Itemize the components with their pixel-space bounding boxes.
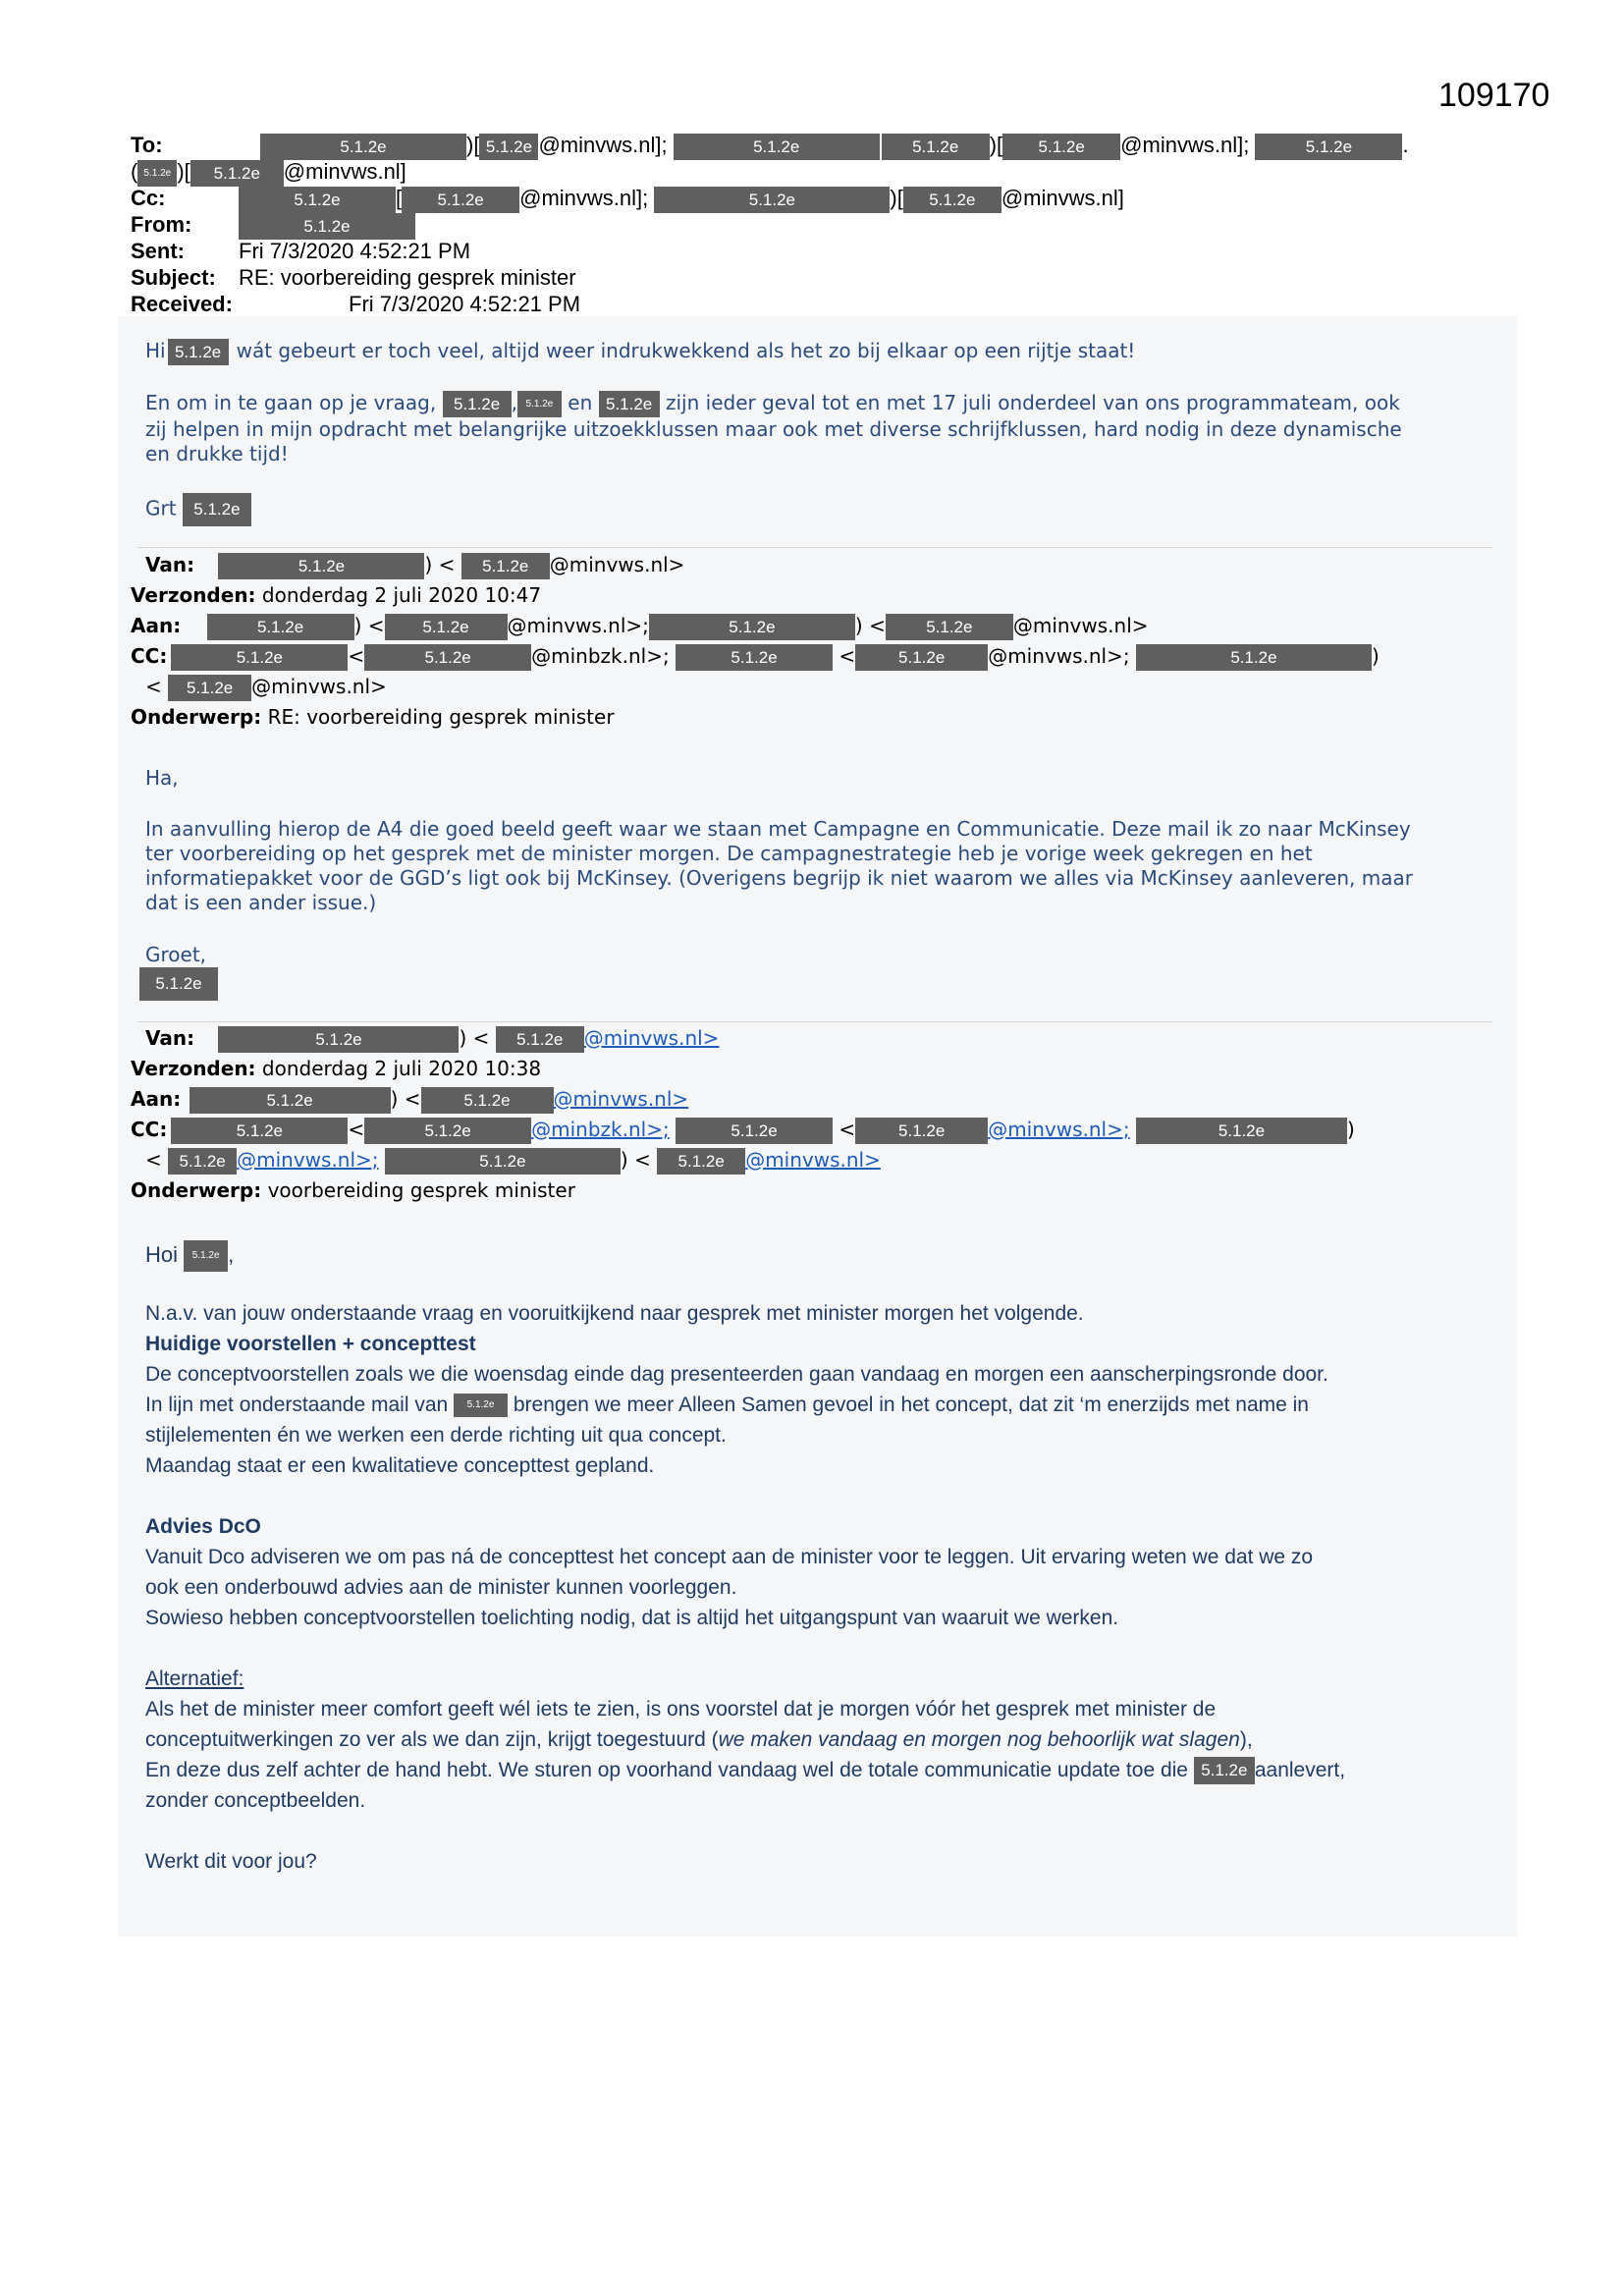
email-domain: @minvws.nl> bbox=[549, 553, 685, 576]
subject-value: RE: voorbereiding gesprek minister bbox=[239, 265, 576, 290]
text: En om in te gaan op je vraag, bbox=[145, 391, 437, 414]
msg2-van-row: Van: 5.1.2e ) < 5.1.2e @minvws.nl> bbox=[145, 550, 684, 580]
redaction-box: 5.1.2e bbox=[139, 967, 218, 1001]
msg3-van-row: Van: 5.1.2e ) < 5.1.2e @minvws.nl> bbox=[145, 1023, 719, 1054]
text: N.a.v. van jouw onderstaande vraag en vooruitkijkend naar gesprek met minister morgen het volgende. bbox=[145, 1302, 1084, 1325]
redaction-box: 5.1.2e bbox=[207, 614, 354, 640]
email-link[interactable]: @minvws.nl> bbox=[745, 1148, 881, 1172]
msg3-aan-row: Aan: 5.1.2e ) < 5.1.2e @minvws.nl> bbox=[131, 1084, 688, 1115]
msg3-verzonden-row bbox=[131, 1054, 541, 1084]
redaction-box: 5.1.2e bbox=[676, 644, 833, 671]
cc-row: Cc: 5.1.2e [ 5.1.2e @minvws.nl]; 5.1.2e )[ 5.1.2e @minvws.nl] bbox=[131, 185, 1544, 211]
text: zonder conceptbeelden. bbox=[145, 1789, 366, 1812]
msg3-greeting: Hoi 5.1.2e , bbox=[145, 1239, 234, 1272]
cc-label: Cc: bbox=[131, 186, 166, 210]
text: aanlevert, bbox=[1254, 1759, 1346, 1781]
msg2-cc-row-2: < 5.1.2e @minvws.nl> bbox=[145, 672, 387, 702]
msg1-signoff bbox=[145, 493, 251, 526]
msg3-cc-row-2: < 5.1.2e @minvws.nl>; 5.1.2e ) < 5.1.2e @minvws.nl> bbox=[145, 1145, 881, 1175]
text: Hoi bbox=[145, 1242, 179, 1267]
text: Als het de minister meer comfort geeft wél iets te zien, is ons voorstel dat je morgen vóór het gesprek met minister de bbox=[145, 1698, 1217, 1721]
text: ter voorbereiding op het gesprek met de minister morgen. De campagnestrategie heb je vorige week gekregen en het bbox=[145, 842, 1313, 865]
redaction-box: 5.1.2e bbox=[421, 1087, 554, 1114]
msg2-cc-row: CC: 5.1.2e < 5.1.2e @minbzk.nl>; 5.1.2e < 5.1.2e @minvws.nl>; 5.1.2e ) bbox=[131, 641, 1380, 672]
msg3-cc-row: CC: 5.1.2e < 5.1.2e @minbzk.nl>; 5.1.2e < 5.1.2e @minvws.nl>; 5.1.2e ) bbox=[131, 1115, 1355, 1145]
email-domain: @minvws.nl]; bbox=[1120, 133, 1250, 157]
redaction-box: 5.1.2e bbox=[189, 1087, 391, 1114]
email-link[interactable]: @minvws.nl>; bbox=[237, 1148, 379, 1172]
redaction-box: 5.1.2e bbox=[1136, 644, 1372, 671]
msg2-signature bbox=[139, 967, 218, 1001]
redaction-box: 5.1.2e bbox=[364, 1118, 531, 1144]
msg2-aan-row: Aan: 5.1.2e ) < 5.1.2e @minvws.nl>; 5.1.2e ) < 5.1.2e @minvws.nl> bbox=[131, 611, 1149, 641]
msg2-greeting: Ha, bbox=[145, 766, 179, 790]
redaction-box: 5.1.2e bbox=[674, 134, 880, 160]
redaction-box: 5.1.2e bbox=[1194, 1757, 1255, 1784]
onderwerp-value: voorbereiding gesprek minister bbox=[267, 1178, 575, 1202]
received-row bbox=[131, 291, 1544, 317]
text: In aanvulling hierop de A4 die goed beeld geeft waar we staan met Campagne en Communicatie. Deze mail ik zo naar McKinsey bbox=[145, 817, 1411, 841]
redaction-box: 5.1.2e bbox=[218, 1026, 459, 1053]
redaction-box: 5.1.2e bbox=[137, 160, 177, 187]
text: En deze dus zelf achter de hand hebt. We sturen op voorhand vandaag wel de totale communicatie update toe die bbox=[145, 1759, 1188, 1781]
greeting: Hi bbox=[145, 339, 166, 362]
email-link[interactable]: @minvws.nl>; bbox=[988, 1118, 1130, 1141]
cc-label: CC: bbox=[131, 1118, 168, 1141]
email-domain: @minvws.nl>; bbox=[988, 644, 1130, 668]
msg2-onderwerp-row bbox=[131, 702, 615, 733]
msg2-paragraph bbox=[145, 817, 1500, 915]
redaction-box: 5.1.2e bbox=[385, 1148, 621, 1175]
text: en bbox=[568, 391, 593, 414]
redaction-box: 5.1.2e bbox=[855, 644, 988, 671]
redaction-box: 5.1.2e bbox=[402, 187, 519, 213]
redaction-box: 5.1.2e bbox=[496, 1026, 584, 1053]
text: zij helpen in mijn opdracht met belangrijke uitzoekklussen maar ook met diverse schrijfklussen, hard nodig in deze dynamische bbox=[145, 417, 1402, 441]
text: Vanuit Dco adviseren we om pas ná de concepttest het concept aan de minister voor te leggen. Uit ervaring weten we dat we zo bbox=[145, 1546, 1314, 1568]
text: dat is een ander issue.) bbox=[145, 891, 377, 914]
msg2-verzonden-row bbox=[131, 580, 541, 611]
text: ook een onderbouwd advies aan de minister kunnen voorleggen. bbox=[145, 1576, 737, 1599]
redaction-box: 5.1.2e bbox=[168, 339, 229, 365]
van-label: Van: bbox=[145, 1026, 195, 1050]
email-domain: @minvws.nl> bbox=[251, 675, 387, 698]
redaction-box: 5.1.2e bbox=[443, 391, 512, 417]
email-domain: @minbzk.nl>; bbox=[531, 644, 670, 668]
to-row: To: 5.1.2e )[ 5.1.2e @minvws.nl]; 5.1.2e 5.1.2e )[ 5.1.2e @minvws.nl]; 5.1.2e . bbox=[131, 132, 1544, 158]
section-heading: Huidige voorstellen + concepttest bbox=[145, 1333, 476, 1355]
email-header bbox=[131, 132, 1544, 317]
redaction-box: 5.1.2e bbox=[364, 644, 531, 671]
text: informatiepakket voor de GGD’s ligt ook bij McKinsey. (Overigens begrijp ik niet waarom we alles via McKinsey aanleveren, maar bbox=[145, 866, 1413, 890]
section-heading: Alternatief: bbox=[145, 1667, 244, 1690]
to-row-2: ( 5.1.2e )[ 5.1.2e @minvws.nl] bbox=[131, 158, 1544, 185]
redaction-box: 5.1.2e bbox=[855, 1118, 988, 1144]
redaction-box: 5.1.2e bbox=[190, 160, 284, 187]
received-value: Fri 7/3/2020 4:52:21 PM bbox=[349, 292, 581, 316]
redaction-box: 5.1.2e bbox=[654, 187, 890, 213]
onderwerp-value: RE: voorbereiding gesprek minister bbox=[267, 705, 615, 729]
sent-label: Sent: bbox=[131, 239, 185, 263]
to-label: To: bbox=[131, 133, 163, 157]
verzonden-label: Verzonden: bbox=[131, 583, 256, 607]
text: ), bbox=[1239, 1728, 1253, 1751]
van-label: Van: bbox=[145, 553, 195, 576]
verzonden-label: Verzonden: bbox=[131, 1057, 256, 1080]
redaction-box: 5.1.2e bbox=[260, 134, 466, 160]
redaction-box: 5.1.2e bbox=[517, 391, 562, 417]
text: we maken vandaag en morgen nog behoorlijk wat slagen bbox=[718, 1728, 1240, 1751]
sent-row bbox=[131, 238, 1544, 264]
email-link[interactable]: @minbzk.nl>; bbox=[531, 1118, 670, 1141]
redaction-box: 5.1.2e bbox=[168, 675, 251, 701]
onderwerp-label: Onderwerp: bbox=[131, 1178, 262, 1202]
email-domain: @minvws.nl]; bbox=[519, 186, 649, 210]
section-heading: Advies DcO bbox=[145, 1515, 261, 1538]
email-domain: @minvws.nl] bbox=[1001, 186, 1124, 210]
cc-label: CC: bbox=[131, 644, 168, 668]
redaction-box: 5.1.2e bbox=[218, 553, 424, 579]
text: zijn ieder geval tot en met 17 juli onderdeel van ons programmateam, ook bbox=[666, 391, 1400, 414]
document-number: 109170 bbox=[1438, 77, 1550, 114]
email-domain: @minvws.nl> bbox=[1012, 614, 1149, 637]
redaction-box: 5.1.2e bbox=[676, 1118, 833, 1144]
aan-label: Aan: bbox=[131, 614, 182, 637]
redaction-box: 5.1.2e bbox=[657, 1148, 745, 1175]
redaction-box: 5.1.2e bbox=[649, 614, 855, 640]
onderwerp-label: Onderwerp: bbox=[131, 705, 262, 729]
from-row bbox=[131, 211, 1544, 238]
subject-label: Subject: bbox=[131, 265, 216, 290]
text: De conceptvoorstellen zoals we die woensdag einde dag presenteerden gaan vandaag en morgen een aanscherpingsronde door. bbox=[145, 1363, 1328, 1386]
text: Grt bbox=[145, 496, 177, 520]
sent-value: Fri 7/3/2020 4:52:21 PM bbox=[239, 239, 471, 263]
text: stijlelementen én we werken een derde richting uit qua concept. bbox=[145, 1424, 727, 1447]
msg3-body bbox=[145, 1298, 1500, 1877]
closing-line: Werkt dit voor jou? bbox=[145, 1850, 317, 1873]
verzonden-value: donderdag 2 juli 2020 10:47 bbox=[261, 583, 542, 607]
text: brengen we meer Alleen Samen gevoel in het concept, dat zit ‘m enerzijds met name in bbox=[513, 1394, 1309, 1416]
aan-label: Aan: bbox=[131, 1087, 182, 1111]
redaction-box: 5.1.2e bbox=[454, 1394, 508, 1417]
redaction-box: 5.1.2e bbox=[171, 1118, 348, 1144]
redaction-box: 5.1.2e bbox=[882, 134, 990, 160]
verzonden-value: donderdag 2 juli 2020 10:38 bbox=[261, 1057, 542, 1080]
redaction-box: 5.1.2e bbox=[171, 644, 348, 671]
redaction-box: 5.1.2e bbox=[599, 391, 660, 417]
redaction-box: 5.1.2e bbox=[479, 134, 538, 160]
email-link[interactable]: @minvws.nl> bbox=[583, 1026, 720, 1050]
redaction-box: 5.1.2e bbox=[385, 614, 508, 640]
msg1-greeting-line bbox=[145, 339, 1135, 365]
msg3-onderwerp-row bbox=[131, 1175, 575, 1206]
redaction-box: 5.1.2e bbox=[1255, 134, 1402, 160]
msg1-paragraph: En om in te gaan op je vraag, 5.1.2e , 5.1.2e en 5.1.2e zijn ieder geval tot en met 17 juli onderdeel van ons programmateam, ook zij helpen in mijn opdracht met belangrijke uitzoekklussen maar ook met diverse schrijfklussen, hard nodig in deze dynamische en drukke tijd! bbox=[145, 391, 1500, 466]
email-link[interactable]: @minvws.nl> bbox=[553, 1087, 689, 1111]
text: en drukke tijd! bbox=[145, 442, 289, 465]
email-domain: @minvws.nl>; bbox=[507, 614, 649, 637]
subject-row bbox=[131, 264, 1544, 291]
separator bbox=[137, 1021, 1492, 1022]
from-label: From: bbox=[131, 212, 192, 237]
msg2-groet: Groet, bbox=[145, 943, 207, 966]
redaction-box: 5.1.2e bbox=[239, 213, 415, 240]
redaction-box: 5.1.2e bbox=[903, 187, 1001, 213]
text: conceptuitwerkingen zo ver als we dan zijn, krijgt toegestuurd ( bbox=[145, 1728, 719, 1751]
redaction-box: 5.1.2e bbox=[886, 614, 1013, 640]
redaction-box: 5.1.2e bbox=[461, 553, 550, 579]
email-domain: @minvws.nl]; bbox=[538, 133, 668, 157]
received-label: Received: bbox=[131, 292, 233, 316]
text: Maandag staat er een kwalitatieve concepttest gepland. bbox=[145, 1454, 655, 1477]
redaction-box: 5.1.2e bbox=[168, 1148, 237, 1175]
email-domain: @minvws.nl] bbox=[283, 159, 406, 184]
redaction-box: 5.1.2e bbox=[239, 187, 396, 213]
redaction-box: 5.1.2e bbox=[1136, 1118, 1347, 1144]
separator bbox=[137, 547, 1492, 548]
redaction-box: 5.1.2e bbox=[183, 493, 251, 526]
msg1-line: wát gebeurt er toch veel, altijd weer indrukwekkend als het zo bij elkaar op een rijtje staat! bbox=[236, 339, 1136, 362]
redaction-box: 5.1.2e bbox=[1002, 134, 1120, 160]
text: Sowieso hebben conceptvoorstellen toelichting nodig, dat is altijd het uitgangspunt van waaruit we werken. bbox=[145, 1607, 1119, 1629]
redaction-box: 5.1.2e bbox=[184, 1240, 228, 1272]
text: In lijn met onderstaande mail van bbox=[145, 1394, 449, 1416]
